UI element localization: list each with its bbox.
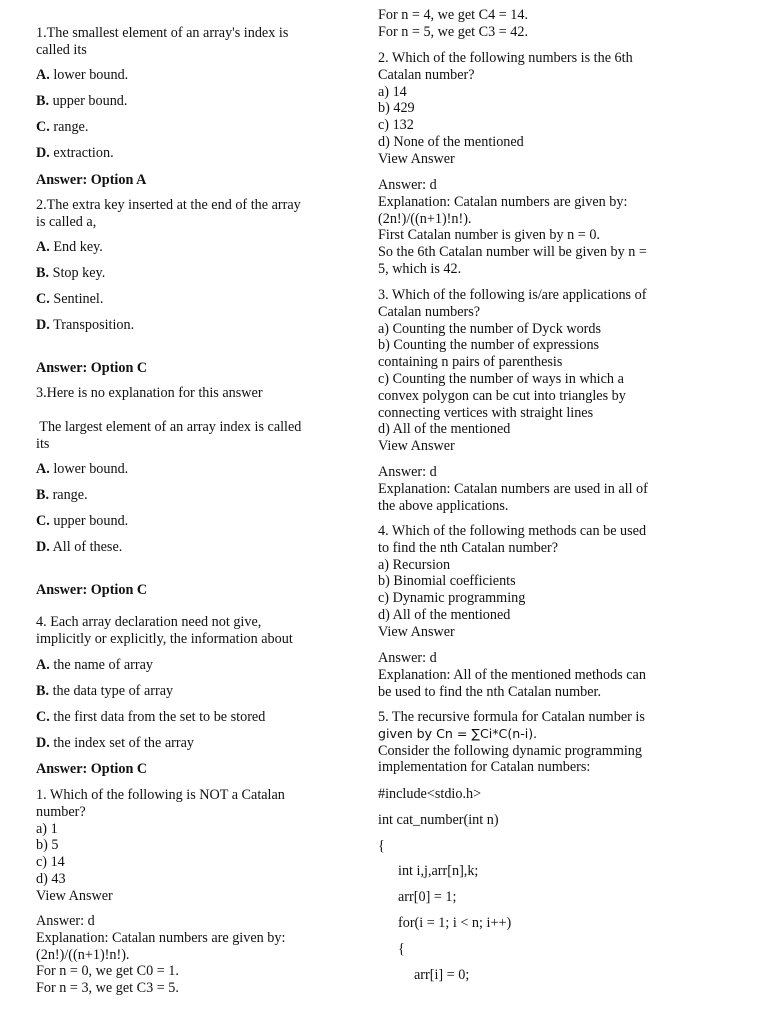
explanation-note: 3.Here is no explanation for this answer — [36, 385, 263, 401]
option: B. upper bound. — [36, 93, 128, 109]
code-line: { — [398, 941, 405, 957]
question-2: 2.The extra key inserted at the end of the array is called a, — [36, 197, 301, 230]
code-line: #include<stdio.h> — [378, 786, 482, 802]
question-text: 1.The smallest element of an array's index is — [36, 25, 289, 41]
view-answer-link[interactable]: View Answer — [378, 150, 455, 167]
option: D. the index set of the array — [36, 735, 194, 751]
question-3: The largest element of an array index is called its — [36, 419, 302, 452]
catalan-question-3: 3. Which of the following is/are applications of Catalan numbers? a) Counting the number of Dyck words b) Counting the number of expressions containing n pairs of parenthesis c) Counting the number of ways in which a convex polygon can be cut into triangles by connecting vertices with straight lines d) All of the mentioned View Answer — [378, 287, 678, 455]
answer: Answer: Option A — [36, 172, 147, 188]
option: C. Sentinel. — [36, 291, 104, 307]
answer: Answer: Option C — [36, 761, 148, 777]
option: C. the first data from the set to be stored — [36, 709, 266, 725]
option: A. lower bound. — [36, 67, 129, 83]
view-answer-link[interactable]: View Answer — [378, 438, 455, 455]
code-line: arr[i] = 0; — [414, 967, 470, 983]
catalan-answer-1-cont: For n = 4, we get C4 = 14. For n = 5, we get C3 = 42. — [378, 7, 528, 40]
option: A. the name of array — [36, 657, 153, 673]
catalan-answer-2: Answer: d Explanation: Catalan numbers are given by: (2n!)/((n+1)!n!). First Catalan number is given by n = 0. So the 6th Catalan number will be given by n = 5, which is 42. — [378, 177, 647, 277]
question-text: called its — [36, 41, 87, 58]
option: B. Stop key. — [36, 265, 106, 281]
answer: Answer: Option C — [36, 360, 148, 376]
option: D. extraction. — [36, 145, 114, 161]
code-line: { — [378, 838, 385, 854]
option: B. the data type of array — [36, 683, 174, 699]
catalan-question-5: 5. The recursive formula for Catalan number is given by Cn = ∑Ci*C(n-i). Consider the following dynamic programming implementation for Catalan numbers: — [378, 709, 645, 776]
code-line: int cat_number(int n) — [378, 812, 499, 828]
option: A. lower bound. — [36, 461, 129, 477]
code-line: for(i = 1; i < n; i++) — [398, 915, 512, 931]
code-line: arr[0] = 1; — [398, 889, 457, 905]
option: C. upper bound. — [36, 513, 129, 529]
question-1 — [36, 25, 336, 59]
answer: Answer: Option C — [36, 582, 148, 598]
catalan-answer-3: Answer: d Explanation: Catalan numbers are used in all of the above applications. — [378, 464, 648, 514]
option: B. range. — [36, 487, 88, 503]
option: D. Transposition. — [36, 317, 135, 333]
view-answer-link[interactable]: View Answer — [378, 623, 455, 640]
code-line: int i,j,arr[n],k; — [398, 863, 479, 879]
catalan-question-4: 4. Which of the following methods can be used to find the nth Catalan number? a) Recursion b) Binomial coefficients c) Dynamic programming d) All of the mentioned View Answer — [378, 523, 678, 641]
view-answer-link[interactable]: View Answer — [36, 887, 113, 904]
option: C. range. — [36, 119, 89, 135]
option: D. All of these. — [36, 539, 123, 555]
catalan-answer-4: Answer: d Explanation: All of the mentioned methods can be used to find the nth Catalan number. — [378, 650, 646, 700]
catalan-answer-1: Answer: d Explanation: Catalan numbers are given by: (2n!)/((n+1)!n!). For n = 0, we get C0 = 1. For n = 3, we get C3 = 5. — [36, 913, 286, 997]
option: A. End key. — [36, 239, 103, 255]
catalan-question-2: 2. Which of the following numbers is the 6th Catalan number? a) 14 b) 429 c) 132 d) None of the mentioned View Answer — [378, 50, 678, 168]
catalan-question-1: 1. Which of the following is NOT a Catalan number? a) 1 b) 5 c) 14 d) 43 View Answer — [36, 787, 336, 905]
question-4: 4. Each array declaration need not give, implicitly or explicitly, the information about — [36, 614, 293, 647]
